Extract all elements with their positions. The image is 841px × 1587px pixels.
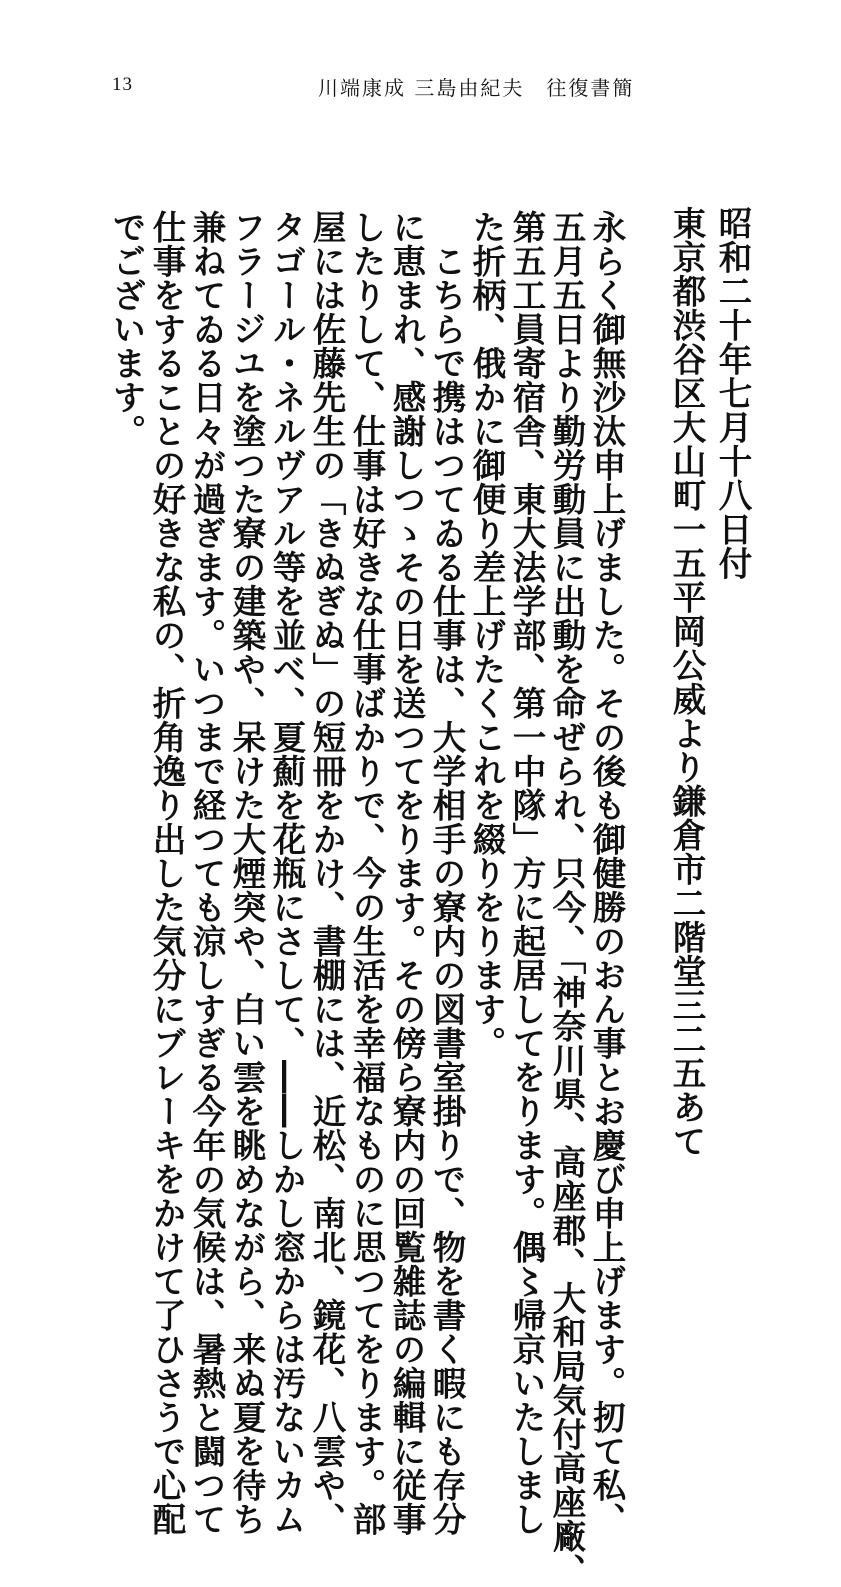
page-number: 13 <box>112 74 133 95</box>
body-column: タゴール・ネルヴアル等を並べ、夏薊を花瓶にさして、――しかし窓からは汚ないカム <box>267 210 306 1536</box>
body-column: 永らく御無沙汰申上げました。その後も御健勝のおん事とお慶び申上げます。扨て私、 <box>587 210 626 1536</box>
running-header: 川端康成 三島由紀夫 往復書簡 <box>318 76 635 100</box>
body-column: したりして、仕事は好きな仕事ばかりで、今の生活を幸福なものに思つてをります。部 <box>347 210 386 1536</box>
body-column: 五月五日より勤労動員に出動を命ぜられ、只今、「神奈川県、高座郡、大和局気付高座廠、 <box>547 210 586 1587</box>
body-column: でございます。 <box>107 210 146 448</box>
body-column: 第五工員寄宿舎、東大法学部、第一中隊」方に起居してをります。偶〻帰京いたしまし <box>507 210 546 1536</box>
body-column: こちらで携はつてゐる仕事は、大学相手の寮内の図書室掛りで、物を書く暇にも存分 <box>427 210 466 1536</box>
body-column: 仕事をすることの好きな私の、折角逸り出した気分にブレーキをかけて了ひさうで心配 <box>147 210 186 1536</box>
body-column: 屋には佐藤先生の「きぬぎぬ」の短冊をかけ、書棚には、近松、南北、鏡花、八雲や、 <box>307 210 346 1536</box>
body-column: フラージユを塗つた寮の建築や、呆けた大煙突や、白い雲を眺めながら、来ぬ夏を待ち <box>227 210 266 1536</box>
body-column: た折柄、俄かに御便り差上げたくこれを綴りをります。 <box>467 210 506 1060</box>
body-column: 兼ねてゐる日々が過ぎます。いつまで経つても涼しすぎる今年の気候は、暑熱と闘つて <box>187 210 226 1536</box>
body-column: に恵まれ、感謝しつゝその日を送つてをります。その傍ら寮内の回覧雑誌の編輯に従事 <box>387 210 426 1536</box>
letter-date-line: 昭和二十年七月十八日付 <box>713 206 752 580</box>
letter-address-line: 東京都渋谷区大山町一五平岡公威より鎌倉市二階堂三二五あて <box>667 206 706 1158</box>
